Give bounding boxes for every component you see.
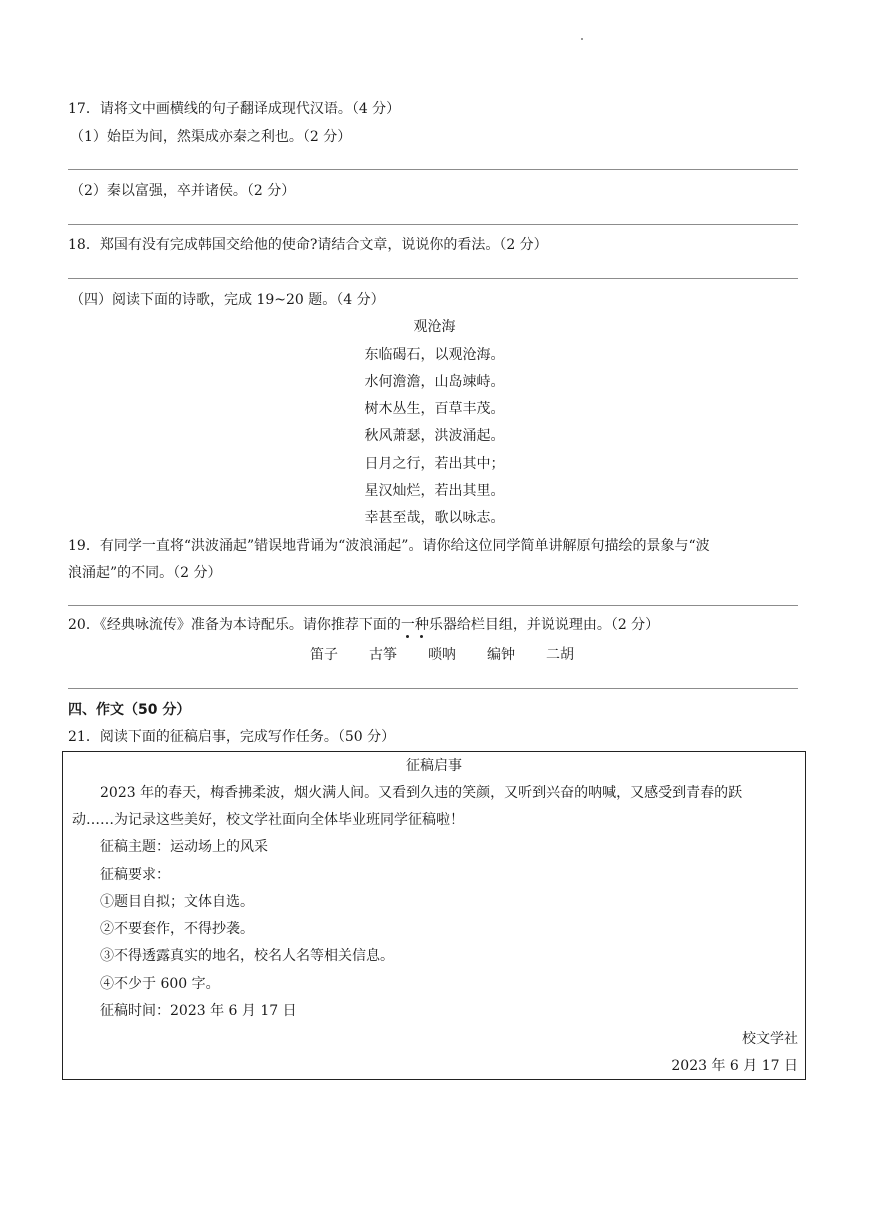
notice-requirements-label: 征稿要求： xyxy=(100,867,170,883)
q18-title: 18．郑国有没有完成韩国交给他的使命?请结合文章，说说你的看法。（2 分） xyxy=(68,237,548,253)
instrument-option: 编钟 xyxy=(487,647,515,663)
poem-title: 观沧海 xyxy=(413,319,456,335)
notice-requirement: ①题目自拟；文体自选。 xyxy=(100,894,254,910)
q17-title: 17．请将文中画横线的句子翻译成现代汉语。（4 分） xyxy=(68,101,401,117)
q17-item-2: （2）秦以富强，卒并诸侯。（2 分） xyxy=(70,183,296,199)
notice-requirement: ③不得透露真实的地名，校名人名等相关信息。 xyxy=(100,948,394,964)
instrument-option: 古筝 xyxy=(369,647,397,663)
answer-line xyxy=(68,605,798,606)
poem-line: 水何澹澹，山岛竦峙。 xyxy=(364,374,505,390)
q17-item-1: （1）始臣为间，然渠成亦秦之利也。（2 分） xyxy=(70,129,352,145)
q20-emphasis: 一 xyxy=(400,617,415,633)
poem-line: 日月之行，若出其中； xyxy=(364,456,505,472)
answer-line xyxy=(68,688,798,689)
answer-line xyxy=(68,169,798,170)
notice-signature: 校文学社 xyxy=(742,1031,798,1047)
q20-text xyxy=(68,616,659,634)
notice-paragraph-line: 动……为记录这些美好，校文学社面向全体毕业班同学征稿啦！ xyxy=(72,812,464,828)
poem-line: 东临碣石，以观沧海。 xyxy=(364,347,505,363)
poem-line: 秋风萧瑟，洪波涌起。 xyxy=(364,428,505,444)
q20-text-before: 20．《经典咏流传》准备为本诗配乐。请你推荐下面的 xyxy=(68,617,401,633)
notice-theme: 征稿主题：运动场上的风采 xyxy=(100,839,268,855)
poem-line: 星汉灿烂，若出其里。 xyxy=(364,483,505,499)
instrument-list xyxy=(310,646,574,664)
q21-title: 21．阅读下面的征稿启事，完成写作任务。（50 分） xyxy=(68,729,396,745)
notice-requirement: ④不少于 600 字。 xyxy=(100,976,220,992)
poem-line: 树木丛生，百草丰茂。 xyxy=(364,401,505,417)
q20-text-after: 乐器给栏目组，并说说理由。（2 分） xyxy=(428,617,660,633)
section-intro: （四）阅读下面的诗歌，完成 19~20 题。（4 分） xyxy=(70,292,385,308)
notice-paragraph-line: 2023 年的春天，梅香拂柔波，烟火满人间。又看到久违的笑颜，又听到兴奋的呐喊，又感受到青春的跃 xyxy=(100,785,743,801)
q19-line-1: 19．有同学一直将“洪波涌起”错误地背诵为“波浪涌起”。请你给这位同学简单讲解原句描绘的景象与“波 xyxy=(68,538,710,554)
notice-requirement: ②不要套作，不得抄袭。 xyxy=(100,921,254,937)
answer-line xyxy=(68,278,798,279)
page-mark xyxy=(581,38,583,40)
notice-date: 2023 年 6 月 17 日 xyxy=(671,1058,798,1074)
composition-heading: 四、作文（50 分） xyxy=(68,702,191,718)
q19-line-2: 浪涌起”的不同。（2 分） xyxy=(68,565,222,581)
instrument-option: 二胡 xyxy=(546,647,574,663)
instrument-option: 笛子 xyxy=(310,647,338,663)
notice-title: 征稿启事 xyxy=(406,758,462,774)
instrument-option: 唢呐 xyxy=(428,647,456,663)
answer-line xyxy=(68,224,798,225)
notice-deadline: 征稿时间：2023 年 6 月 17 日 xyxy=(100,1003,297,1019)
poem-line: 幸甚至哉，歌以咏志。 xyxy=(364,510,505,526)
q20-emphasis: 种 xyxy=(414,617,429,633)
notice-box xyxy=(62,751,806,1080)
